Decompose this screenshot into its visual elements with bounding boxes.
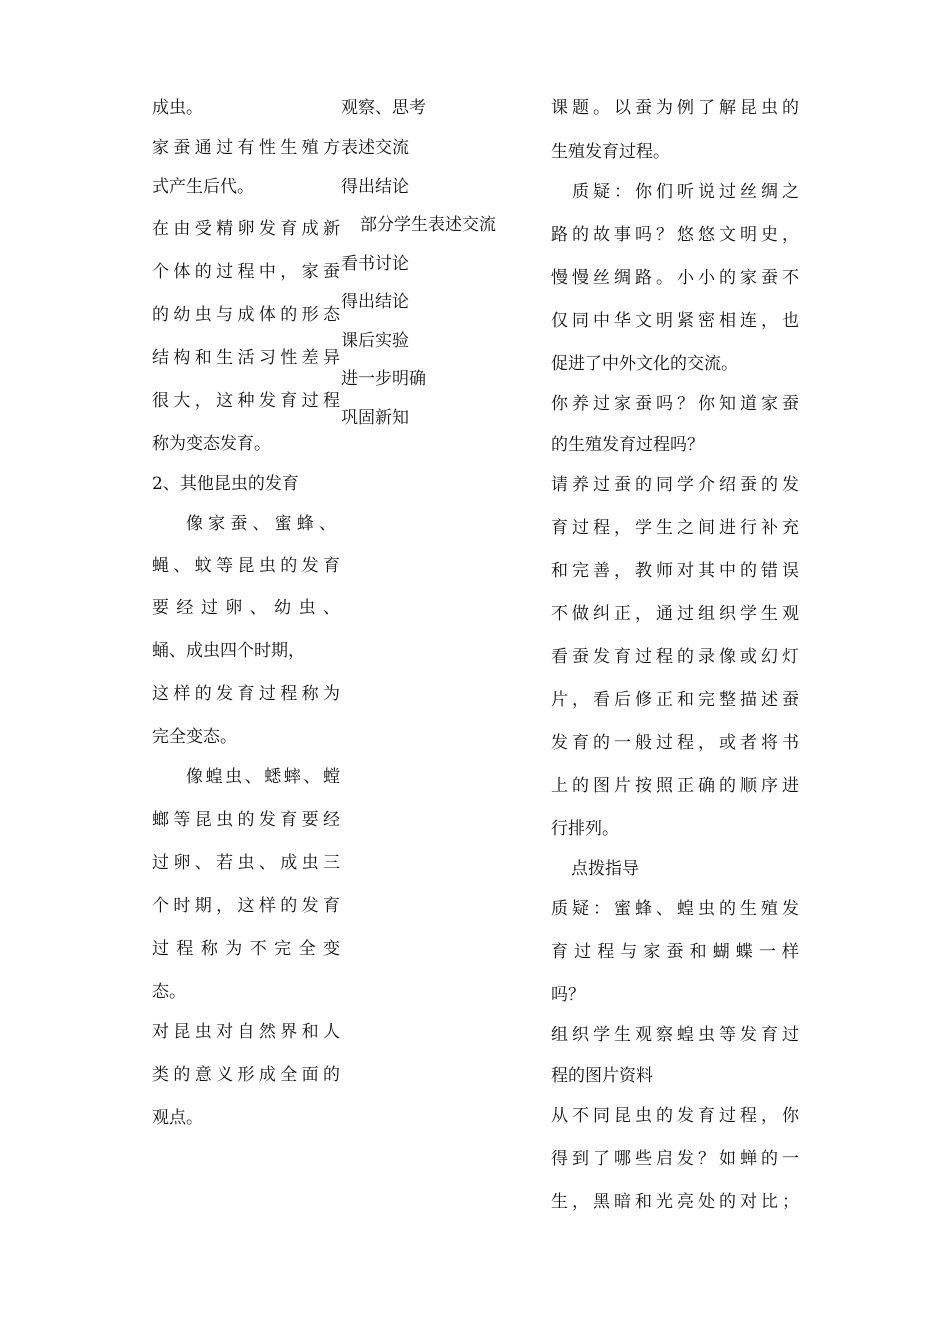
middle-column-line: 得出结论 <box>341 292 409 312</box>
left-column-line: 像家蚕、蜜蜂、 <box>186 514 336 534</box>
right-column-line: 课题。以蚕为例了解昆虫的 <box>551 98 799 118</box>
right-column-line: 请养过蚕的同学介绍蚕的发 <box>551 475 799 495</box>
middle-column-line: 观察、思考 <box>341 98 426 118</box>
right-column-line: 你养过家蚕吗？你知道家蚕 <box>551 394 799 414</box>
left-column-line: 成虫。 <box>152 98 203 118</box>
right-column-line: 慢慢丝绸路。小小的家蚕不 <box>551 268 799 288</box>
middle-column-line: 进一步明确 <box>341 369 426 389</box>
middle-column-line: 部分学生表述交流 <box>360 215 496 235</box>
right-column-line: 的生殖发育过程吗？ <box>551 435 704 455</box>
left-column-line: 很大，这种发育过程 <box>152 391 340 411</box>
left-column-line: 个体的过程中，家蚕 <box>152 262 340 282</box>
right-column-line: 育过程，学生之间进行补充 <box>551 518 799 538</box>
right-column-line: 生，黑暗和光亮处的对比； <box>551 1192 799 1212</box>
right-column-line: 吗？ <box>551 985 585 1005</box>
left-column-line: 的幼虫与成体的形态 <box>152 305 340 325</box>
right-column-line: 行排列。 <box>551 819 619 839</box>
right-column-line: 程的图片资料 <box>551 1066 653 1086</box>
right-column-line: 从不同昆虫的发育过程，你 <box>551 1106 799 1126</box>
left-column-line: 要经过卵、幼虫、 <box>152 598 340 618</box>
middle-column-line: 课后实验 <box>341 331 409 351</box>
right-column-line: 路的故事吗？悠悠文明史， <box>551 225 799 245</box>
left-column-line: 蝇、蚊等昆虫的发育 <box>152 556 340 576</box>
middle-column-line: 表述交流 <box>341 138 409 158</box>
left-column-line: 家蚕通过有性生殖方 <box>152 138 340 158</box>
left-column-line: 过卵、若虫、成虫三 <box>152 853 340 873</box>
left-column-line: 态。 <box>152 982 186 1002</box>
right-column-line: 质疑：蜜蜂、蝗虫的生殖发 <box>551 899 799 919</box>
right-column-line: 不做纠正，通过组织学生观 <box>551 604 799 624</box>
right-column-line: 质疑：你们听说过丝绸之 <box>572 182 799 202</box>
left-column-line: 像蝗虫、蟋蟀、螳 <box>186 767 340 787</box>
left-column-line: 在由受精卵发育成新 <box>152 219 340 239</box>
left-column-line: 结构和生活习性差异 <box>152 348 340 368</box>
left-column-line: 螂等昆虫的发育要经 <box>152 810 340 830</box>
left-column-line: 蛹、成虫四个时期， <box>152 641 305 661</box>
middle-column-line: 得出结论 <box>341 177 409 197</box>
left-column-line: 过程称为不完全变 <box>152 939 340 959</box>
right-column-line: 点拨指导 <box>571 859 639 879</box>
left-column-line: 这样的发育过程称为 <box>152 684 340 704</box>
left-column-line: 对昆虫对自然界和人 <box>152 1022 340 1042</box>
right-column-line: 和完善，教师对其中的错误 <box>551 561 799 581</box>
left-column-line: 完全变态。 <box>152 727 237 747</box>
left-column-line: 称为变态发育。 <box>152 434 271 454</box>
right-column-line: 得到了哪些启发？如蝉的一 <box>551 1149 799 1169</box>
left-column-line: 2、其他昆虫的发育 <box>152 474 299 494</box>
right-column-line: 促进了中外文化的交流。 <box>551 354 738 374</box>
right-column-line: 育过程与家蚕和蝴蝶一样 <box>551 942 799 962</box>
right-column-line: 片，看后修正和完整描述蚕 <box>551 690 799 710</box>
right-column-line: 仅同中华文明紧密相连，也 <box>551 311 799 331</box>
left-column-line: 观点。 <box>152 1108 203 1128</box>
right-column-line: 组织学生观察蝗虫等发育过 <box>551 1025 799 1045</box>
left-column-line: 式产生后代。 <box>152 177 254 197</box>
right-column-line: 发育的一般过程，或者将书 <box>551 733 799 753</box>
left-column-line: 个时期，这样的发育 <box>152 896 340 916</box>
left-column-line: 类的意义形成全面的 <box>152 1065 340 1085</box>
middle-column-line: 看书讨论 <box>341 254 409 274</box>
right-column-line: 上的图片按照正确的顺序进 <box>551 776 799 796</box>
middle-column-line: 巩固新知 <box>341 408 409 428</box>
right-column-line: 看蚕发育过程的录像或幻灯 <box>551 647 799 667</box>
right-column-line: 生殖发育过程。 <box>551 142 670 162</box>
